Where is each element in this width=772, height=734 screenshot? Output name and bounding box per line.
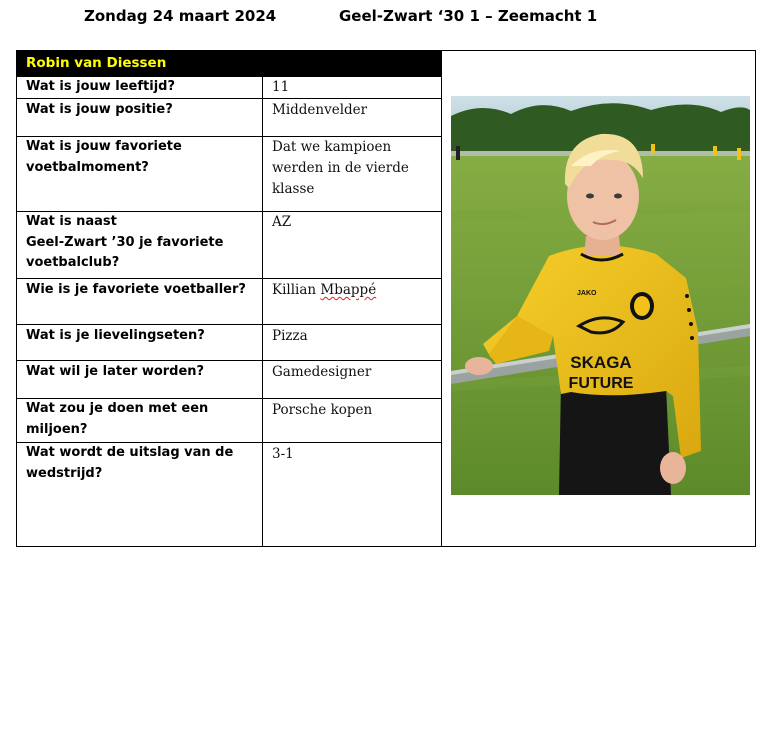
answer-age: 11: [272, 79, 290, 95]
shirt-sponsor-top: SKAGA: [570, 353, 632, 372]
question-million: Wat zou je doen met een miljoen?: [26, 401, 209, 437]
match-date: Zondag 24 maart 2024: [84, 7, 277, 25]
answer-million: Porsche kopen: [272, 402, 373, 418]
shirt-sponsor-bottom: FUTURE: [568, 375, 634, 392]
question-moment: Wat is jouw favoriete voetbalmoment?: [26, 139, 182, 175]
answer-player: [272, 280, 437, 301]
player-card: [16, 50, 756, 547]
column-divider: [262, 76, 263, 547]
row-divider: [17, 278, 442, 279]
answer-player-first: Killian: [272, 282, 321, 298]
answer-result: 3-1: [272, 446, 294, 462]
answer-food: Pizza: [272, 328, 308, 344]
question-career: Wat wil je later worden?: [26, 364, 205, 379]
question-age: Wat is jouw leeftijd?: [26, 79, 176, 94]
player-photo: [451, 96, 750, 495]
player-name: Robin van Diessen: [17, 51, 442, 76]
answer-position: Middenvelder: [272, 102, 368, 118]
answer-moment: Dat we kampioen werden in de vierde klasse: [272, 139, 409, 197]
question-result: Wat wordt de uitslag van de wedstrijd?: [26, 445, 234, 481]
question-club: Wat is naast Geel-Zwart ’30 je favoriete voetbalclub?: [26, 214, 224, 270]
shirt-brand: JAKO: [577, 290, 597, 297]
photo-divider: [441, 51, 442, 547]
question-position: Wat is jouw positie?: [26, 102, 173, 117]
player-photo-illustration: [451, 96, 750, 495]
question-food: Wat is je lievelingseten?: [26, 328, 205, 343]
row-divider: [17, 360, 442, 361]
question-player: Wie is je favoriete voetballer?: [26, 282, 246, 297]
row-divider: [17, 98, 442, 99]
answer-player-last: Mbappé: [320, 282, 377, 298]
row-divider: [17, 324, 442, 325]
match-title: Geel-Zwart ‘30 1 – Zeemacht 1: [339, 7, 598, 25]
answer-career: Gamedesigner: [272, 364, 372, 380]
answer-club: AZ: [272, 214, 292, 230]
